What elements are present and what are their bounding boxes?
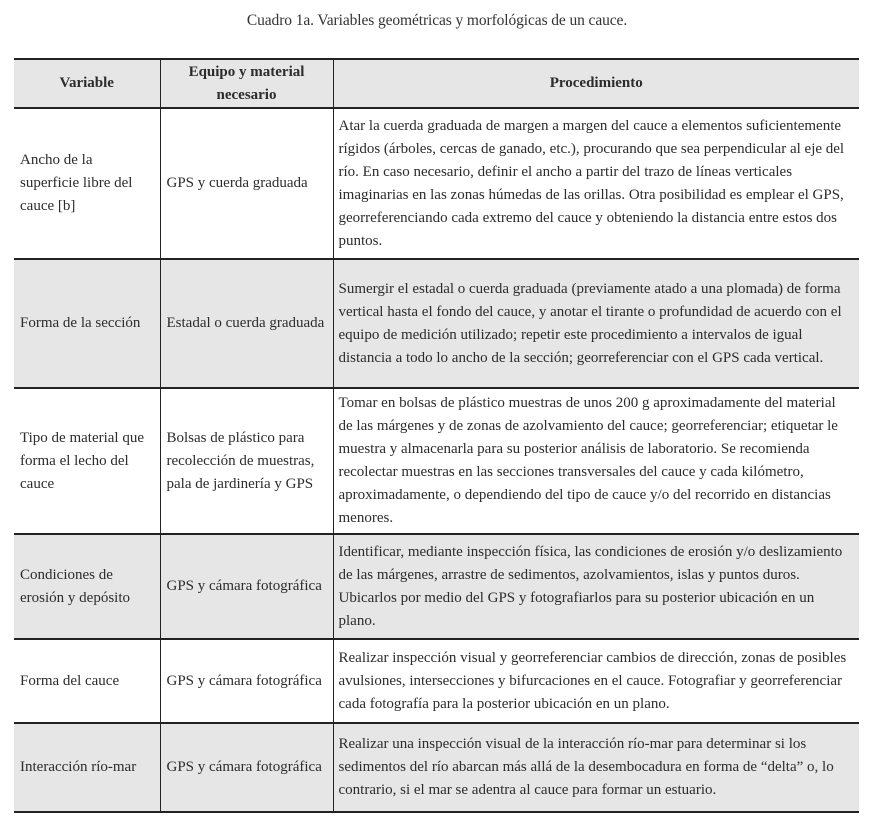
cell-procedimiento: Realizar inspección visual y georreferenciar cambios de dirección, zonas de posibles avulsiones, intersecciones y bifurcaciones en el cauce. Fotografiar y georreferenciar cada fotografía para la posterior ubicación en un plano. bbox=[333, 639, 859, 723]
table-row bbox=[14, 723, 859, 812]
header-equipo: Equipo y material necesario bbox=[160, 59, 333, 108]
table-row bbox=[14, 639, 859, 723]
cell-variable: Forma del cauce bbox=[14, 639, 160, 723]
table-row bbox=[14, 388, 859, 534]
table-row bbox=[14, 534, 859, 639]
cell-equipo: Bolsas de plástico para recolección de muestras, pala de jardinería y GPS bbox=[160, 388, 333, 534]
cell-variable: Condiciones de erosión y depósito bbox=[14, 534, 160, 639]
cell-equipo: GPS y cámara fotográfica bbox=[160, 534, 333, 639]
table-header-row bbox=[14, 59, 859, 108]
header-procedimiento: Procedimiento bbox=[333, 59, 859, 108]
cell-equipo: GPS y cuerda graduada bbox=[160, 108, 333, 259]
cell-equipo: Estadal o cuerda graduada bbox=[160, 259, 333, 388]
table-caption: Cuadro 1a. Variables geométricas y morfológicas de un cauce. bbox=[246, 12, 628, 29]
cell-equipo: GPS y cámara fotográfica bbox=[160, 639, 333, 723]
cell-equipo: GPS y cámara fotográfica bbox=[160, 723, 333, 812]
cell-procedimiento: Sumergir el estadal o cuerda graduada (previamente atado a una plomada) de forma vertical hasta el fondo del cauce, y anotar el tirante o profundidad de acuerdo con el equipo de medición utilizado; repetir este procedimiento a intervalos de igual distancia a todo lo ancho de la sección; georreferenciar con el GPS cada vertical. bbox=[333, 259, 859, 388]
variables-table bbox=[14, 58, 859, 813]
header-variable: Variable bbox=[14, 59, 160, 108]
cell-variable: Ancho de la superficie libre del cauce [b] bbox=[14, 108, 160, 259]
cell-variable: Forma de la sección bbox=[14, 259, 160, 388]
cell-procedimiento: Tomar en bolsas de plástico muestras de unos 200 g aproximadamente del material de las márgenes y de zonas de azolvamiento del cauce; georreferenciar; etiquetar le muestra y almacenarla para su posterior análisis de laboratorio. Se recomienda recolectar muestras en las secciones transversales del cauce y cada kilómetro, aproximadamente, o dependiendo del tipo de cauce y/o del recorrido en distancias menores. bbox=[333, 388, 859, 534]
cell-procedimiento: Identificar, mediante inspección física, las condiciones de erosión y/o deslizamiento de las márgenes, arrastre de sedimentos, azolvamientos, islas y puntos duros. Ubicarlos por medio del GPS y fotografiarlos para su posterior ubicación en un plano. bbox=[333, 534, 859, 639]
cell-procedimiento: Realizar una inspección visual de la interacción río-mar para determinar si los sedimentos del río abarcan más allá de la desembocadura en forma de “delta” o, lo contrario, si el mar se adentra al cauce para formar un estuario. bbox=[333, 723, 859, 812]
cell-procedimiento: Atar la cuerda graduada de margen a margen del cauce a elementos suficientemente rígidos (árboles, cercas de ganado, etc.), procurando que sea perpendicular al eje del río. En caso necesario, definir el ancho a partir del trazo de líneas verticales imaginarias en las zonas húmedas de las orillas. Otra posibilidad es emplear el GPS, georreferenciando cada extremo del cauce y obteniendo la distancia entre estos dos puntos. bbox=[333, 108, 859, 259]
cell-variable: Tipo de material que forma el lecho del cauce bbox=[14, 388, 160, 534]
table-row bbox=[14, 259, 859, 388]
table-row bbox=[14, 108, 859, 259]
cell-variable: Interacción río-mar bbox=[14, 723, 160, 812]
